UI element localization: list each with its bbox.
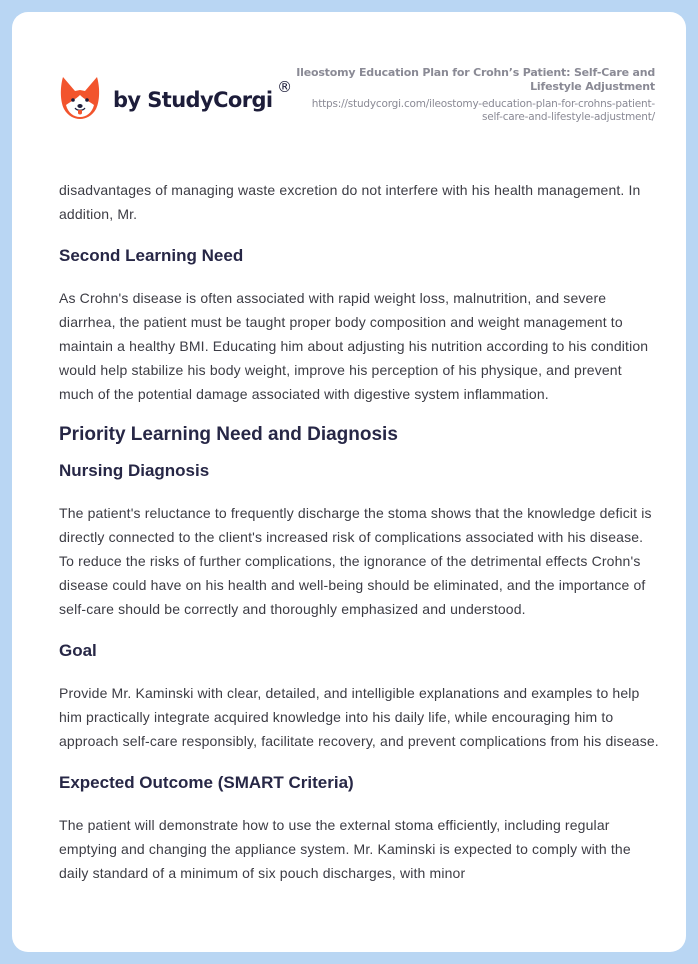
paragraph-expected-outcome: The patient will demonstrate how to use the external stoma efficiently, including regular emptying and changing the appliance system. Mr. Kaminski is expected to comply with the daily standard of a minimum of six pouch discharges, with minor [59,817,631,881]
brand-name-text: by StudyCorgi [113,88,273,112]
heading-nursing-diagnosis: Nursing Diagnosis [59,461,210,480]
studycorgi-logo[interactable] [60,75,292,119]
heading-second-learning-need: Second Learning Need [59,246,244,265]
document-meta [295,66,655,124]
heading-goal: Goal [59,641,97,660]
paragraph-second-learning-need: As Crohn's disease is often associated with rapid weight loss, malnutrition, and severe diarrhea, the patient must be taught proper body composition and weight management to maintain a healthy BMI. Educating him about adjusting his nutrition according to his condition would help stabilize his body weight, improve his perception of his physique, and prevent much of the potential damage associated with digestive system inflammation. [59,290,649,402]
brand-name [113,78,292,112]
heading-expected-outcome: Expected Outcome (SMART Criteria) [59,773,354,792]
registered-mark: ® [277,78,292,96]
document-url[interactable]: https://studycorgi.com/ileostomy-education-plan-for-crohns-patient-self-care-and-lifestyle-adjustment/ [311,98,655,123]
document-title: Ileostomy Education Plan for Crohn’s Patient: Self-Care and Lifestyle Adjustment [296,66,655,93]
paragraph-nursing-diagnosis: The patient's reluctance to frequently discharge the stoma shows that the knowledge deficit is directly connected to the client's increased risk of complications associated with his disease. To reduce the risks of further complications, the ignorance of the detrimental effects Crohn's disease could have on his health and well-being should be eliminated, and the importance of self-care should be correctly and thoroughly emphasized and understood. [59,505,652,617]
paragraph-goal: Provide Mr. Kaminski with clear, detailed, and intelligible explanations and examples to help him practically integrate acquired knowledge into his daily life, while encouraging him to approach self-care responsibly, facilitate recovery, and prevent complications from his disease. [59,685,659,749]
document-card [12,12,686,952]
page-header [12,12,686,152]
corgi-logo-icon [60,75,100,119]
heading-priority-learning-need: Priority Learning Need and Diagnosis [59,424,398,445]
intro-paragraph: disadvantages of managing waste excretion do not interfere with his health management. In addition, Mr. [59,182,641,222]
article-content [59,178,659,885]
